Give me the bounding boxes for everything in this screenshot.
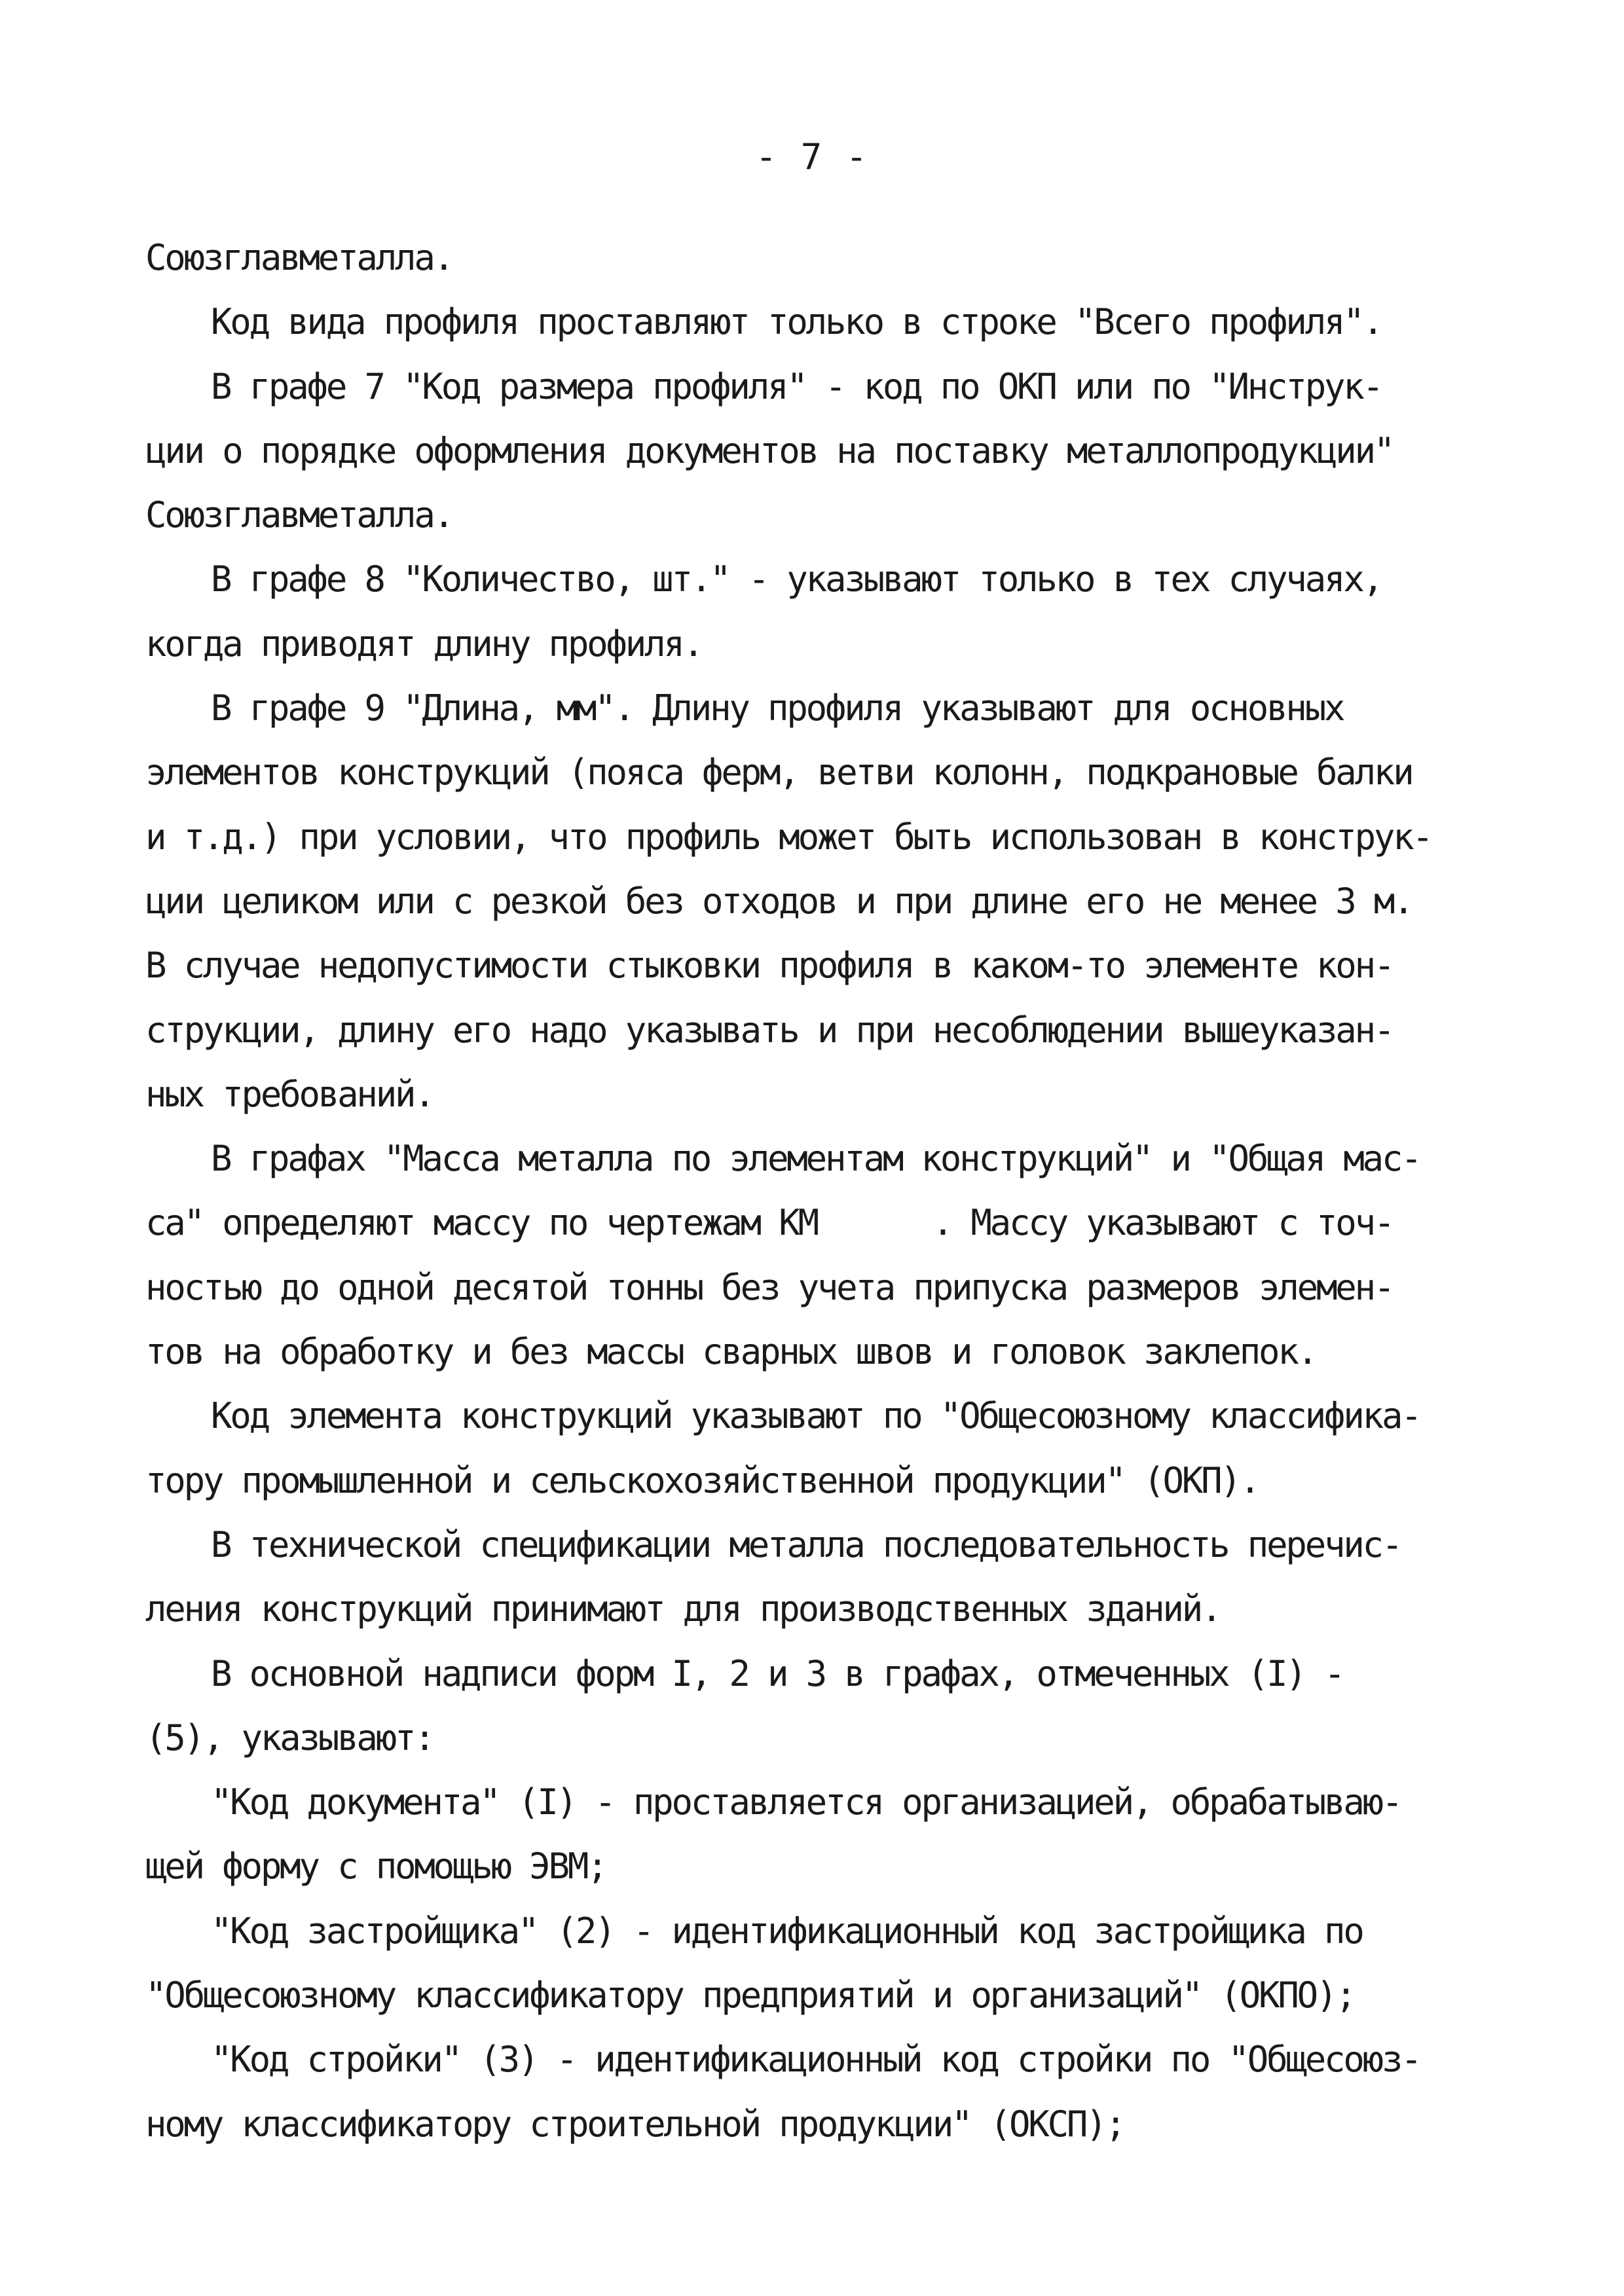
text-line: и т.д.) при условии, что профиль может быть использован в конструк- (145, 816, 1431, 858)
text-line: "Код стройки" (3) - идентификационный код стройки по "Общесоюз- (211, 2039, 1420, 2081)
text-line: "Общесоюзному классификатору предприятий и организаций" (ОКПО); (145, 1975, 1355, 2016)
text-line: В графе 9 "Длина, мм". Длину профиля указывают для основных (211, 687, 1344, 729)
text-line: В основной надписи форм I, 2 и 3 в графах, отмеченных (I) - (211, 1652, 1344, 1694)
text-line: В графах "Масса металла по элементам конструкций" и "Общая мас- (211, 1138, 1420, 1180)
text-line: Союзглавметалла. (145, 237, 452, 278)
page-number: - 7 - (755, 136, 869, 177)
text-line: В графе 8 "Количество, шт." - указывают только в тех случаях, (211, 558, 1382, 600)
text-line: ции о порядке оформления документов на поставку металлопродукции" (145, 429, 1393, 471)
text-line: ных требований. (145, 1073, 434, 1115)
text-line: Союзглавметалла. (145, 494, 452, 536)
text-line: тору промышленной и сельскохозяйственной продукции" (ОКП). (145, 1459, 1259, 1501)
text-line: элементов конструкций (пояса ферм, ветви колонн, подкрановые балки (145, 752, 1412, 793)
text-line: (5), указывают: (145, 1717, 434, 1758)
text-line: Код вида профиля проставляют только в строке "Всего профиля". (211, 301, 1382, 343)
text-line: ному классификатору строительной продукции" (ОКСП); (145, 2103, 1124, 2145)
text-line: тов на обработку и без массы сварных швов и головок заклепок. (145, 1331, 1316, 1373)
text-line: Код элемента конструкций указывают по "Общесоюзному классифика- (211, 1395, 1420, 1437)
text-line: ностью до одной десятой тонны без учета припуска размеров элемен- (145, 1266, 1393, 1308)
text-line: В технической спецификации металла последовательность перечис- (211, 1523, 1401, 1565)
text-line: ции целиком или с резкой без отходов и при длине его не менее 3 м. (145, 880, 1412, 922)
text-line: ления конструкций принимают для производственных зданий. (145, 1588, 1221, 1630)
text-line: В случае недопустимости стыковки профиля в каком-то элементе кон- (145, 945, 1393, 987)
body-text (145, 226, 1514, 2157)
text-line: струкции, длину его надо указывать и при несоблюдении вышеуказан- (145, 1009, 1393, 1051)
text-line: "Код документа" (I) - проставляется организацией, обрабатываю- (211, 1781, 1401, 1823)
text-line: В графе 7 "Код размера профиля" - код по ОКП или по "Инструк- (211, 365, 1382, 407)
text-line: са" определяют массу по чертежам КМ . Массу указывают с точ- (145, 1202, 1393, 1244)
text-line: "Код застройщика" (2) - идентификационный код застройщика по (211, 1910, 1363, 1952)
text-line: щей форму с помощью ЭВМ; (145, 1846, 606, 1887)
text-line: когда приводят длину профиля. (145, 623, 703, 665)
